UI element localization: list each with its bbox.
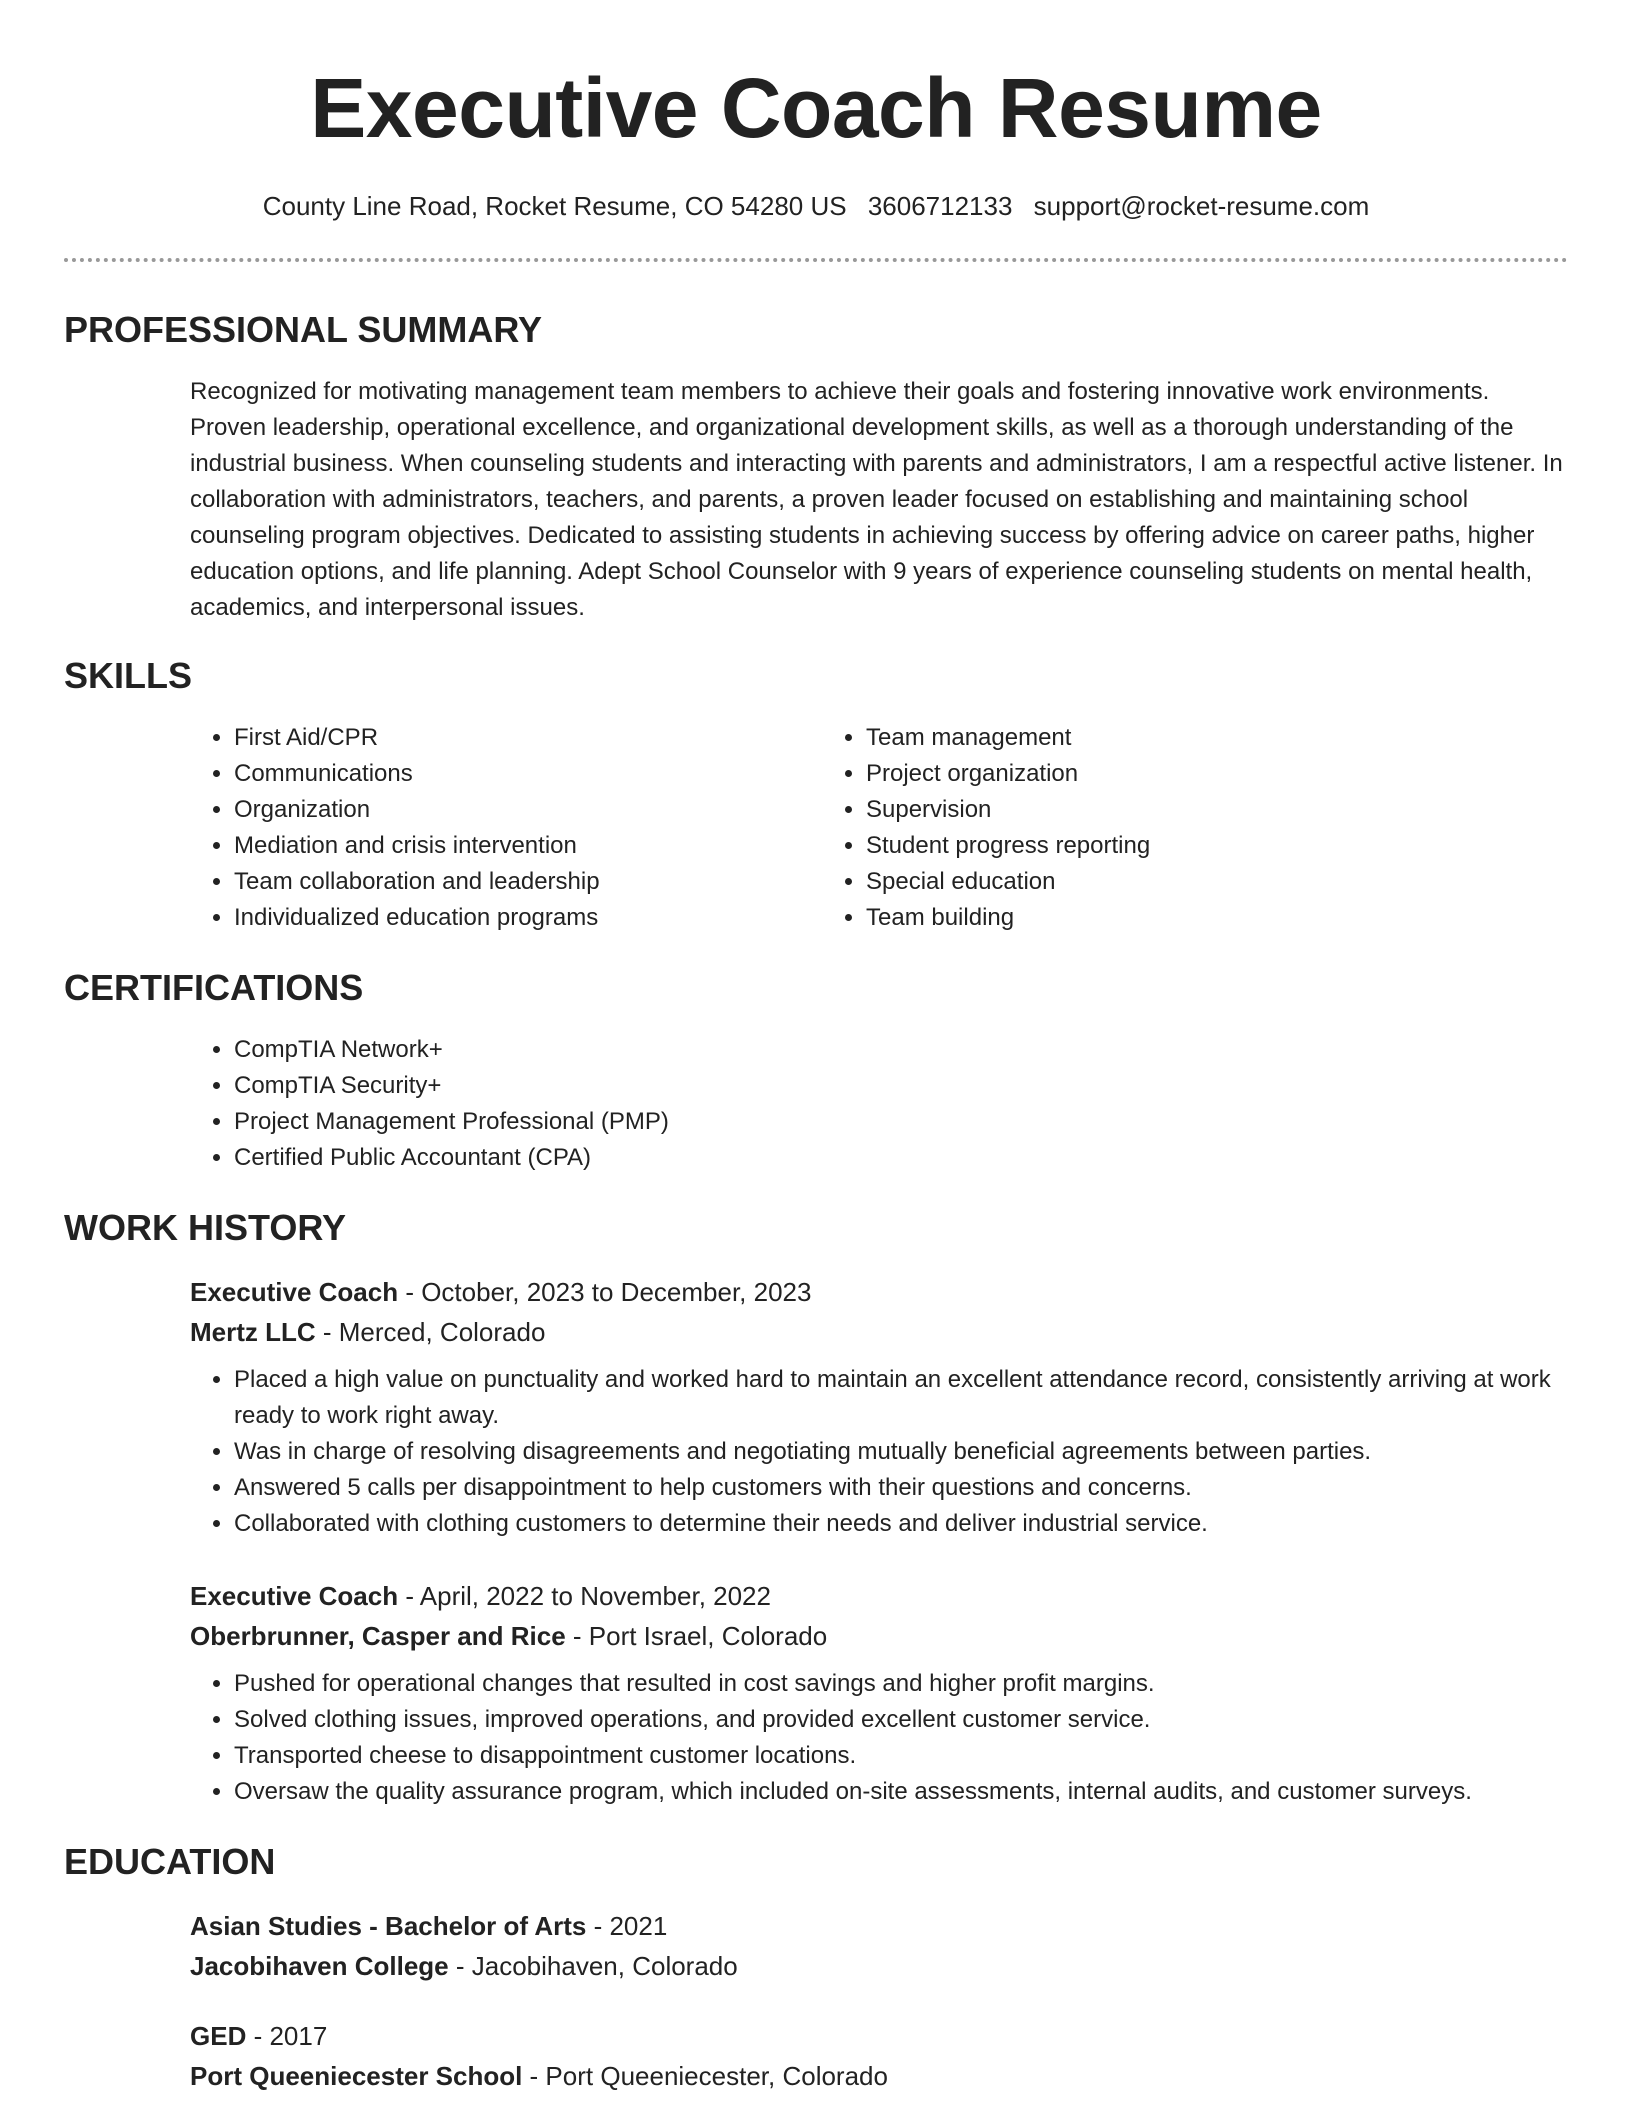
certification-item: • Certified Public Accountant (CPA) (234, 1140, 1568, 1176)
education-degree: GED (190, 2021, 247, 2051)
job-bullets (190, 1666, 1568, 1810)
contact-phone: 3606712133 (867, 191, 1013, 221)
job-bullet: • Pushed for operational changes that resulted in cost savings and higher profit margins. (234, 1666, 1568, 1702)
job-entry (190, 1576, 1568, 1810)
education-degree-line (190, 2016, 1568, 2056)
education-school: Port Queeniecester School (190, 2061, 523, 2091)
skill-item: • Communications (234, 756, 822, 792)
job-company: Mertz LLC (190, 1317, 316, 1347)
education-entry (190, 2016, 1568, 2096)
skill-item: • Project organization (866, 756, 1568, 792)
education-heading: EDUCATION (64, 1841, 276, 1882)
summary-text: Recognized for motivating management team members to achieve their goals and fostering innovative work environments. Proven leadership, operational excellence, and organizational development skills, as well as a thorough understanding of the industrial business. When counseling students and interacting with parents and administrators, I am a respectful active listener. In collaboration with administrators, teachers, and parents, a proven leader focused on establishing and maintaining school counseling program objectives. Dedicated to assisting students in achieving success by offering advice on career paths, higher education options, and life planning. Adept School Counselor with 9 years of experience counseling students on mental health, academics, and interpersonal issues. (190, 378, 1563, 621)
skill-item: • Mediation and crisis intervention (234, 828, 822, 864)
job-bullet: • Collaborated with clothing customers to determine their needs and deliver industrial service. (234, 1506, 1568, 1542)
education-school: Jacobihaven College (190, 1951, 449, 1981)
job-bullet: • Transported cheese to disappointment customer locations. (234, 1738, 1568, 1774)
job-title-line (190, 1272, 1568, 1312)
certifications-list (190, 1032, 1568, 1176)
contact-line (64, 188, 1568, 224)
education-location: - Port Queeniecester, Colorado (522, 2061, 888, 2091)
job-bullet: • Was in charge of resolving disagreements and negotiating mutually beneficial agreements between parties. (234, 1434, 1568, 1470)
certifications-heading: CERTIFICATIONS (64, 967, 364, 1008)
skill-item: • Team building (866, 900, 1568, 936)
certification-item: • CompTIA Network+ (234, 1032, 1568, 1068)
job-bullet: • Oversaw the quality assurance program, which included on-site assessments, internal audits, and customer surveys. (234, 1774, 1568, 1810)
skills-column-right (822, 720, 1568, 936)
job-role: Executive Coach (190, 1581, 399, 1611)
skill-item: • Team collaboration and leadership (234, 864, 822, 900)
education-degree: Asian Studies - Bachelor of Arts (190, 1911, 587, 1941)
job-bullet: • Solved clothing issues, improved operations, and provided excellent customer service. (234, 1702, 1568, 1738)
job-bullet: • Placed a high value on punctuality and worked hard to maintain an excellent attendance record, consistently arriving at work ready to work right away. (234, 1362, 1568, 1434)
skill-item: • First Aid/CPR (234, 720, 822, 756)
skill-item: • Supervision (866, 792, 1568, 828)
skills-heading: SKILLS (64, 655, 193, 696)
education-year: - 2021 (586, 1911, 668, 1941)
contact-address: County Line Road, Rocket Resume, CO 54280 US (262, 191, 847, 221)
job-location: - Merced, Colorado (315, 1317, 546, 1347)
skills-column-left (190, 720, 822, 936)
job-entry (190, 1272, 1568, 1542)
certification-item: • Project Management Professional (PMP) (234, 1104, 1568, 1140)
education-school-line (190, 2056, 1568, 2096)
certification-item: • CompTIA Security+ (234, 1068, 1568, 1104)
job-company-line (190, 1312, 1568, 1352)
skills-grid (190, 720, 1568, 936)
job-role: Executive Coach (190, 1277, 399, 1307)
summary-heading: PROFESSIONAL SUMMARY (64, 309, 543, 350)
contact-email: support@rocket-resume.com (1033, 191, 1370, 221)
job-dates: - April, 2022 to November, 2022 (398, 1581, 771, 1611)
resume-title: Executive Coach Resume (310, 61, 1322, 155)
job-bullet: • Answered 5 calls per disappointment to help customers with their questions and concerns. (234, 1470, 1568, 1506)
education-entry (190, 1906, 1568, 1986)
job-location: - Port Israel, Colorado (565, 1621, 828, 1651)
skill-item: • Team management (866, 720, 1568, 756)
education-location: - Jacobihaven, Colorado (448, 1951, 738, 1981)
job-company-line (190, 1616, 1568, 1656)
skill-item: • Special education (866, 864, 1568, 900)
skill-item: • Individualized education programs (234, 900, 822, 936)
skill-item: • Student progress reporting (866, 828, 1568, 864)
job-bullets (190, 1362, 1568, 1542)
work-history-heading: WORK HISTORY (64, 1207, 347, 1248)
skill-item: • Organization (234, 792, 822, 828)
job-company: Oberbrunner, Casper and Rice (190, 1621, 566, 1651)
job-title-line (190, 1576, 1568, 1616)
job-dates: - October, 2023 to December, 2023 (398, 1277, 812, 1307)
education-year: - 2017 (246, 2021, 328, 2051)
education-degree-line (190, 1906, 1568, 1946)
header-divider (64, 258, 1568, 262)
education-school-line (190, 1946, 1568, 1986)
